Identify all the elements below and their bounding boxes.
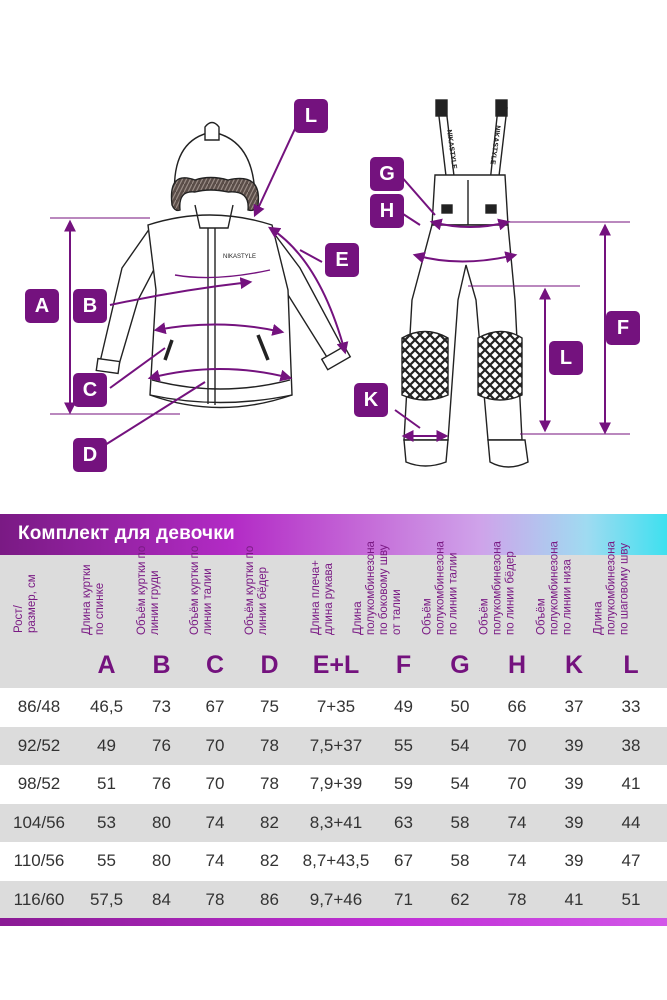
banner-title: Комплект для девочки xyxy=(18,523,235,544)
label-E: E xyxy=(325,243,359,277)
label-L-pants: L xyxy=(549,341,583,375)
header-text-size: Рост/ размер, см xyxy=(13,574,38,633)
value-cell-H: 70 xyxy=(507,774,527,793)
value-cell-G: 58 xyxy=(450,812,470,832)
value-cell-D: 82 xyxy=(260,851,279,870)
header-col-A xyxy=(78,555,135,688)
size-cell: 110/56 xyxy=(13,851,65,870)
value-cell-C: 70 xyxy=(205,774,225,793)
jacket-drawing xyxy=(96,123,350,408)
value-cell-F: 49 xyxy=(394,697,413,716)
header-text-A: Длина куртки по спинке xyxy=(80,564,106,635)
value-cell-L: 33 xyxy=(621,697,641,716)
size-cell: 98/52 xyxy=(17,774,61,793)
value-cell-EL: 7,9+39 xyxy=(309,774,363,793)
value-cell-H: 74 xyxy=(507,812,527,832)
value-cell-EL: 7+35 xyxy=(316,697,356,716)
value-cell-K: 41 xyxy=(564,889,584,909)
table-row xyxy=(0,842,667,881)
value-cell-EL: 9,7+46 xyxy=(309,889,363,909)
header-letter-A: A xyxy=(97,651,116,679)
value-cell-D: 82 xyxy=(260,812,279,832)
value-cell-B: 80 xyxy=(152,851,171,870)
header-col-B xyxy=(135,545,188,688)
header-text-EL: Длина плеча+ длина рукава xyxy=(310,560,335,635)
value-cell-A: 49 xyxy=(97,735,116,755)
header-letter-K: K xyxy=(564,651,584,679)
table-header xyxy=(0,541,667,688)
value-cell-L: 47 xyxy=(621,851,641,870)
label-L-jacket: L xyxy=(294,99,328,133)
value-cell-K: 39 xyxy=(564,851,584,870)
pants-strap-text-right: NIKASTYLE xyxy=(488,124,501,165)
header-text-D: Объём куртки по линии бёдер xyxy=(243,545,269,635)
header-letter-C: C xyxy=(205,651,225,679)
value-cell-K: 39 xyxy=(564,812,584,832)
size-cell: 92/52 xyxy=(17,735,61,755)
value-cell-F: 71 xyxy=(394,889,413,909)
label-D: D xyxy=(73,438,107,472)
value-cell-G: 58 xyxy=(450,851,470,870)
header-letter-L: L xyxy=(623,651,639,679)
value-cell-K: 37 xyxy=(564,697,584,716)
value-cell-A: 46,5 xyxy=(89,697,124,716)
pants-strap-text-left: NIKASTYLE xyxy=(445,129,458,170)
header-letter-D: D xyxy=(260,651,279,679)
table-row xyxy=(0,688,667,727)
label-F: F xyxy=(606,311,640,345)
value-cell-F: 67 xyxy=(394,851,413,870)
label-G: G xyxy=(370,157,404,191)
size-cell: 104/56 xyxy=(13,812,65,832)
header-col-size xyxy=(0,555,78,688)
value-cell-B: 84 xyxy=(152,889,171,909)
value-cell-H: 70 xyxy=(507,735,527,755)
value-cell-L: 41 xyxy=(621,774,641,793)
header-col-D xyxy=(242,545,297,688)
header-text-F: Длина полукомбинезона по боковому шву от талии xyxy=(351,541,403,635)
header-text-K: Объём полукомбинезона по линии низа xyxy=(535,541,573,635)
header-text-L: Длина полукомбинезона по шаговому шву xyxy=(592,541,630,635)
label-K: K xyxy=(354,383,388,417)
value-cell-D: 78 xyxy=(260,774,279,793)
header-text-C: Объём куртки по линии талии xyxy=(189,545,214,635)
value-cell-H: 78 xyxy=(507,889,527,909)
value-cell-B: 76 xyxy=(152,774,171,793)
value-cell-H: 66 xyxy=(507,697,527,716)
jacket-tag: NIKASTYLE xyxy=(223,254,257,260)
value-cell-F: 59 xyxy=(394,774,413,793)
label-C: C xyxy=(73,373,107,407)
value-cell-A: 51 xyxy=(97,774,116,793)
value-cell-C: 74 xyxy=(205,812,225,832)
header-text-H: Объём полукомбинезона по линии бёдер xyxy=(478,541,516,635)
value-cell-C: 78 xyxy=(205,889,225,909)
value-cell-A: 53 xyxy=(97,812,116,832)
value-cell-B: 76 xyxy=(152,735,171,755)
size-cell: 116/60 xyxy=(13,889,65,909)
size-table xyxy=(0,541,667,919)
header-letter-F: F xyxy=(395,651,412,679)
value-cell-A: 55 xyxy=(97,851,116,870)
header-text-B: Объём куртки по линии груди xyxy=(135,545,161,635)
value-cell-C: 70 xyxy=(205,735,225,755)
value-cell-K: 39 xyxy=(564,735,584,755)
value-cell-C: 67 xyxy=(205,697,225,716)
table-row xyxy=(0,765,667,804)
table-row xyxy=(0,727,667,766)
bottom-accent-bar xyxy=(0,918,667,926)
value-cell-F: 55 xyxy=(394,735,413,755)
value-cell-G: 50 xyxy=(450,697,470,716)
value-cell-C: 74 xyxy=(205,851,225,870)
header-letter-G: G xyxy=(450,651,470,679)
header-col-L xyxy=(592,541,660,688)
value-cell-D: 78 xyxy=(260,735,279,755)
value-cell-G: 54 xyxy=(450,774,470,793)
table-row xyxy=(0,804,667,843)
label-H: H xyxy=(370,194,404,228)
value-cell-L: 44 xyxy=(621,812,641,832)
value-cell-EL: 8,7+43,5 xyxy=(302,851,370,870)
value-cell-L: 51 xyxy=(621,889,641,909)
value-cell-A: 57,5 xyxy=(89,889,124,909)
label-A: A xyxy=(25,289,59,323)
value-cell-EL: 8,3+41 xyxy=(309,812,363,832)
value-cell-L: 38 xyxy=(621,735,641,755)
table-body xyxy=(0,688,667,919)
size-cell: 86/48 xyxy=(17,697,61,716)
header-letter-B: B xyxy=(152,651,171,679)
label-B: B xyxy=(73,289,107,323)
value-cell-B: 73 xyxy=(152,697,171,716)
value-cell-F: 63 xyxy=(394,812,413,832)
value-cell-H: 74 xyxy=(507,851,527,870)
value-cell-B: 80 xyxy=(152,812,171,832)
value-cell-G: 54 xyxy=(450,735,470,755)
header-col-C xyxy=(188,545,242,688)
value-cell-K: 39 xyxy=(564,774,584,793)
header-letter-H: H xyxy=(507,651,527,679)
value-cell-D: 75 xyxy=(260,697,279,716)
header-letter-EL: E+L xyxy=(312,651,360,679)
value-cell-G: 62 xyxy=(450,889,470,909)
table-row xyxy=(0,881,667,920)
pants-drawing xyxy=(402,100,528,467)
value-cell-EL: 7,5+37 xyxy=(309,735,363,755)
value-cell-D: 86 xyxy=(260,889,279,909)
header-text-G: Объём полукомбинезона по линии талии xyxy=(421,541,459,635)
